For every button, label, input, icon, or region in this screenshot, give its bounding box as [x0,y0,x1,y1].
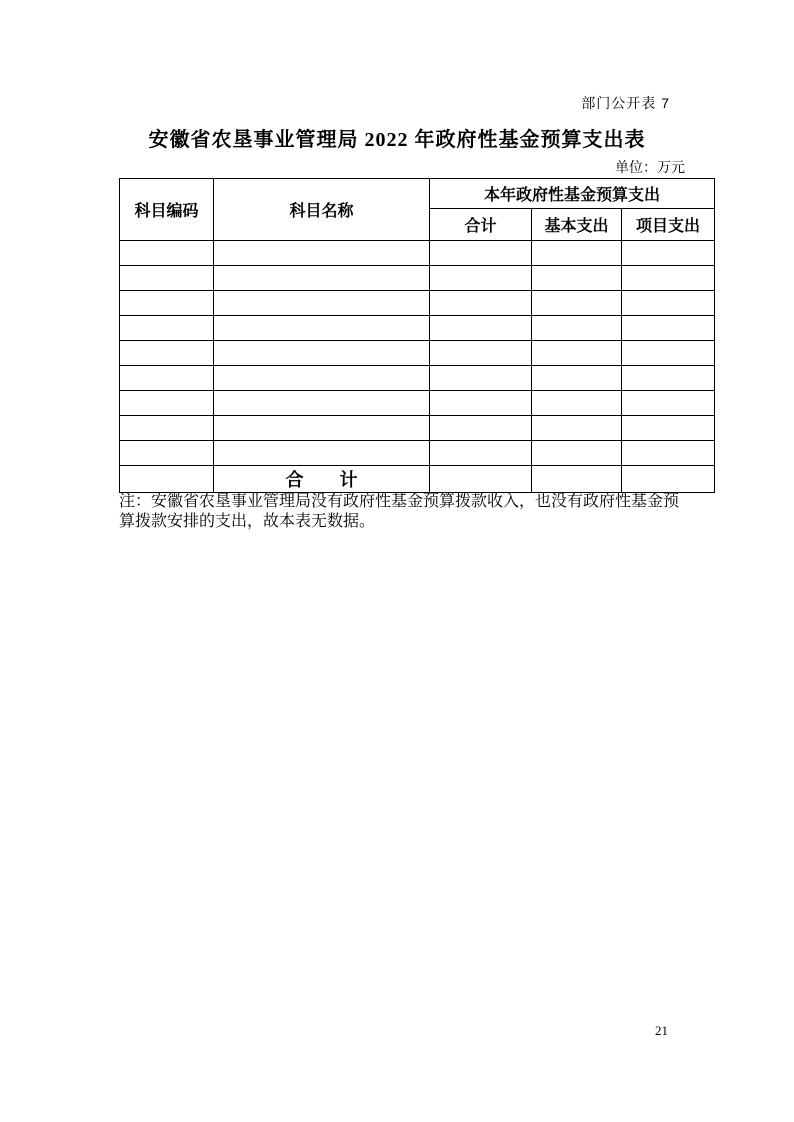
note-line: 算拨款安排的支出，故本表无数据。 [119,513,376,530]
table-cell [430,241,532,266]
budget-table [119,178,715,493]
table-cell [120,291,214,316]
table-cell [214,366,430,391]
header-subject-code: 科目编码 [120,179,214,241]
table-header-row-1 [120,179,715,209]
table-cell [532,416,622,441]
table-cell [430,441,532,466]
table-cell [532,441,622,466]
corner-label: 部门公开表 7 [581,95,670,111]
header-project-expenditure: 项目支出 [622,209,715,241]
table-cell [622,391,715,416]
table-row [120,366,715,391]
header-subject-name: 科目名称 [214,179,430,241]
table-cell [120,366,214,391]
table-row [120,416,715,441]
table-row [120,241,715,266]
table-cell [430,416,532,441]
header-total: 合计 [430,209,532,241]
table-cell [532,266,622,291]
table-cell [532,391,622,416]
table-cell [622,316,715,341]
table-cell [532,316,622,341]
table-row [120,391,715,416]
table-cell [120,416,214,441]
table-cell [214,266,430,291]
table-cell [622,266,715,291]
header-group-fund-expenditure: 本年政府性基金预算支出 [430,179,715,209]
table-cell [214,441,430,466]
header-basic-expenditure: 基本支出 [532,209,622,241]
total-row-code-cell [120,466,214,493]
table-cell [430,391,532,416]
table-cell [120,241,214,266]
table-cell [120,441,214,466]
table-cell [120,341,214,366]
table-cell [214,391,430,416]
unit-label: 单位：万元 [615,159,685,175]
table-cell [214,341,430,366]
total-row-project-cell [622,466,715,493]
table-cell [120,266,214,291]
table-cell [430,266,532,291]
table-cell [622,366,715,391]
table-cell [430,316,532,341]
table-cell [622,241,715,266]
table-cell [120,391,214,416]
table-cell [532,366,622,391]
total-row-total-cell [430,466,532,493]
table-cell [120,316,214,341]
table-row [120,341,715,366]
table-cell [430,291,532,316]
table-cell [214,316,430,341]
table-cell [622,441,715,466]
total-row-label: 合 计 [214,466,430,493]
table-cell [532,291,622,316]
table-row [120,316,715,341]
table-cell [214,241,430,266]
table-cell [532,341,622,366]
table-row [120,441,715,466]
table-cell [214,291,430,316]
table-cell [622,416,715,441]
table-cell [430,341,532,366]
table-cell [214,416,430,441]
page-title: 安徽省农垦事业管理局 2022 年政府性基金预算支出表 [148,129,646,151]
table-cell [430,366,532,391]
table-cell [532,241,622,266]
total-row-basic-cell [532,466,622,493]
total-row [120,466,715,493]
table-row [120,291,715,316]
table-row [120,266,715,291]
table-cell [622,341,715,366]
note [119,492,719,532]
page-number: 21 [655,1023,668,1038]
note-line: 注：安徽省农垦事业管理局没有政府性基金预算拨款收入，也没有政府性基金预 [119,493,680,510]
table-cell [622,291,715,316]
